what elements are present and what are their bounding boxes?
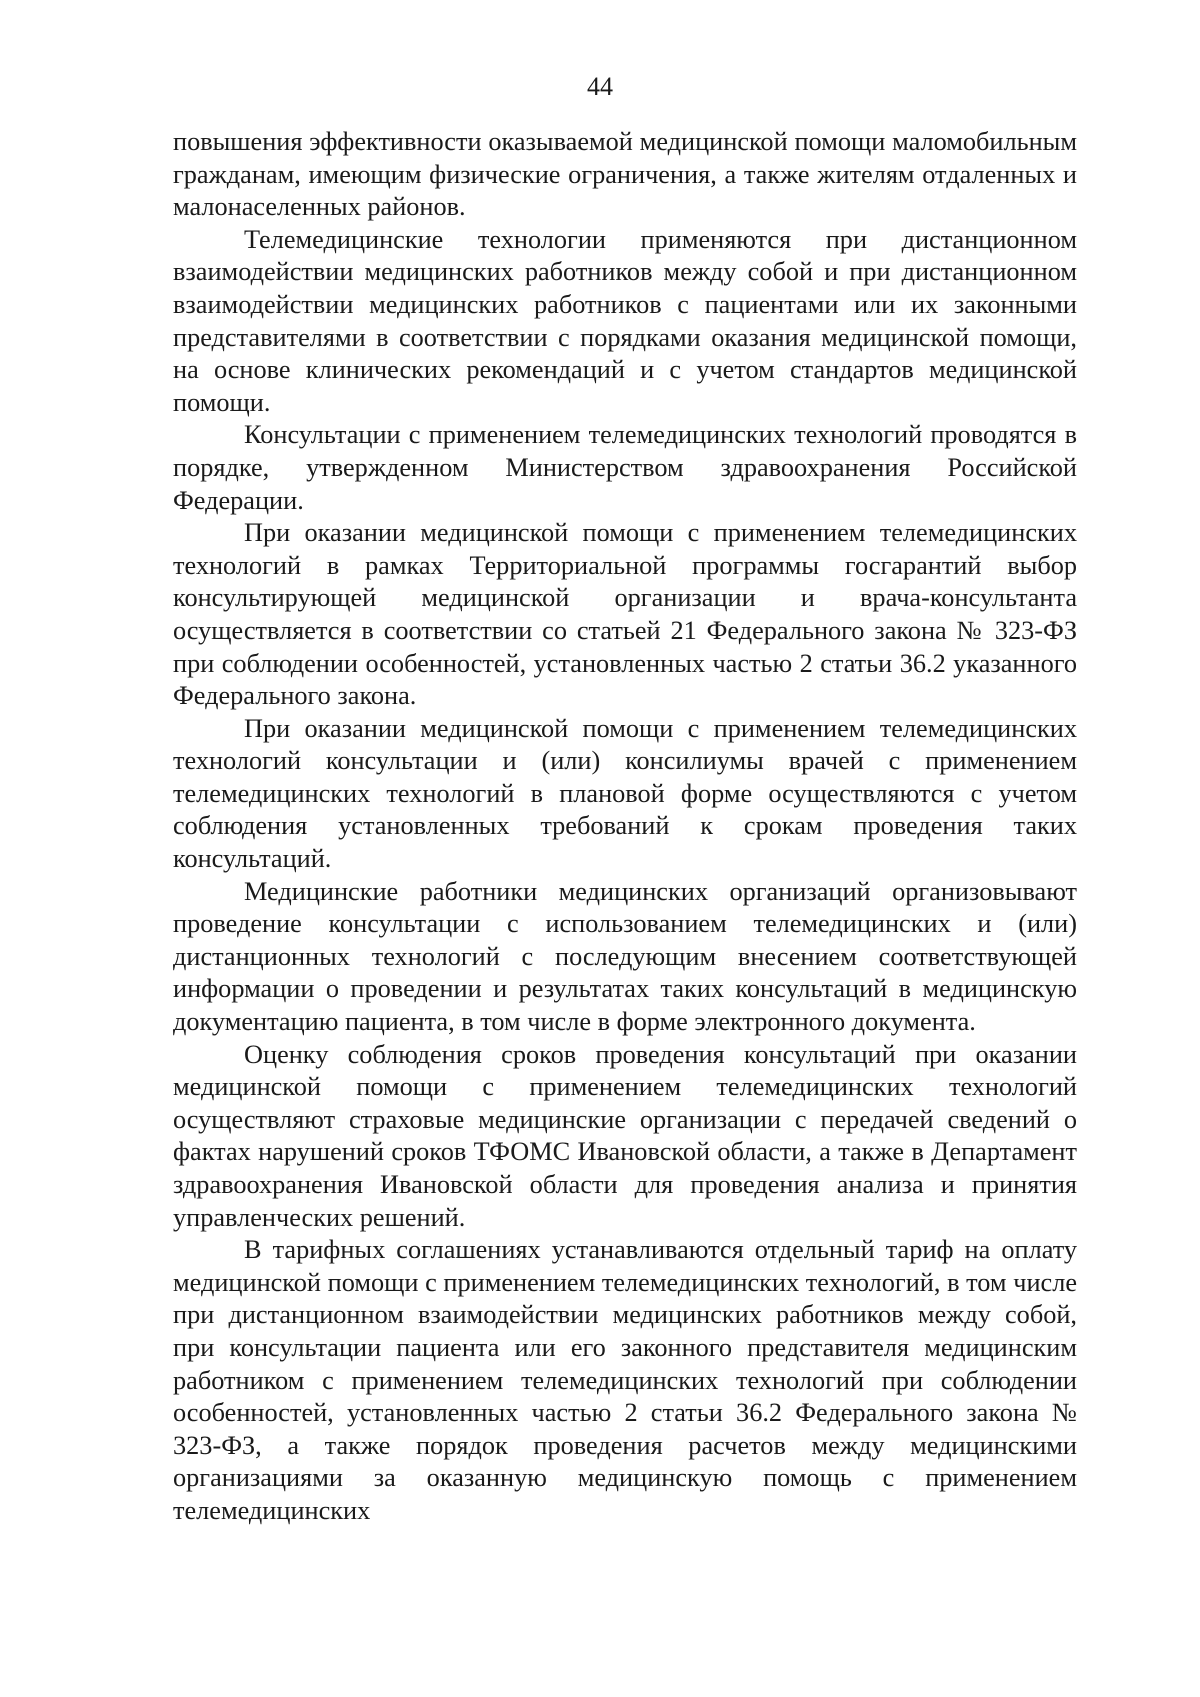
paragraph-organization-choice: При оказании медицинской помощи с применением телемедицинских технологий в рамках Территориальной программы госгарантий выбор консультирующей медицинской организации и врача-консультанта осуществляется в соответствии со статьей 21 Федерального закона № 323-ФЗ при соблюдении особенностей, установленных частью 2 статьи 36.2 указанного Федерального закона. [173,518,1077,711]
page-number: 44 [587,72,613,101]
paragraph-deadline-assessment: Оценку соблюдения сроков проведения консультаций при оказании медицинской помощи с применением телемедицинских технологий осуществляют страховые медицинские организации с передачей сведений о фактах нарушений сроков ТФОМС Ивановской области, а также в Департамент здравоохранения Ивановской области для проведения анализа и принятия управленческих решений. [173,1039,1077,1232]
paragraph-consultation-procedure: Консультации с применением телемедицинских технологий проводятся в порядке, утвержденном Министерством здравоохранения Российской Федерации. [173,420,1077,515]
paragraph-planned-consultations: При оказании медицинской помощи с применением телемедицинских технологий консультации и (или) консилиумы врачей с применением телемедицинских технологий в плановой форме осуществляются с учетом соблюдения установленных требований к срокам проведения таких консультаций. [173,713,1077,874]
paragraph-tariff-agreements: В тарифных соглашениях устанавливаются отдельный тариф на оплату медицинской помощи с применением телемедицинских технологий, в том числе при дистанционном взаимодействии медицинских работников между собой, при консультации пациента или его законного представителя медицинским работником с применением телемедицинских технологий при соблюдении особенностей, установленных частью 2 статьи 36.2 Федерального закона № 323-ФЗ, а также порядок проведения расчетов между медицинскими организациями за оказанную медицинскую помощь с применением телемедицинских [173,1235,1077,1525]
paragraph-telemedicine-usage: Телемедицинские технологии применяются при дистанционном взаимодействии медицинских работников между собой и при дистанционном взаимодействии медицинских работников с пациентами или их законными представителями в соответствии с порядками оказания медицинской помощи, на основе клинических рекомендаций и с учетом стандартов медицинской помощи. [173,224,1077,417]
document-body [173,126,1077,1528]
paragraph-medical-workers: Медицинские работники медицинских организаций организовывают проведение консультации с использованием телемедицинских и (или) дистанционных технологий с последующим внесением соответствующей информации о проведении и результатах таких консультаций в медицинскую документацию пациента, в том числе в форме электронного документа. [173,876,1077,1037]
paragraph-continuation: повышения эффективности оказываемой медицинской помощи маломобильным гражданам, имеющим физические ограничения, а также жителям отдаленных и малонаселенных районов. [173,127,1077,222]
